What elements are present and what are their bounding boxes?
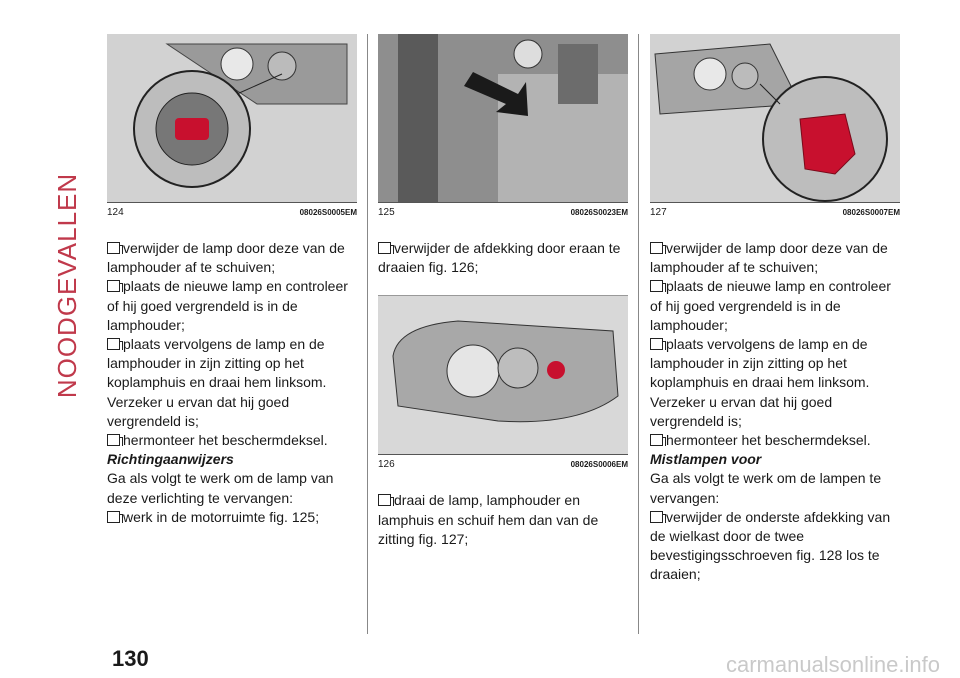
column-divider (638, 34, 639, 634)
bullet-icon (107, 338, 120, 350)
headlight-housing-illustration (378, 296, 628, 454)
instructions (378, 239, 628, 277)
bullet-icon (650, 434, 663, 446)
bullet-icon (650, 511, 663, 523)
bullet-icon (107, 242, 120, 254)
figure-127 (650, 34, 900, 203)
section-title: NOODGEVALLEN (52, 172, 83, 398)
figure-caption: 127 08026S0007EM (650, 206, 900, 218)
column-divider (367, 34, 368, 634)
list-item: verwijder de afdekking door eraan te draaien fig. 126; (378, 240, 621, 276)
instructions (107, 239, 357, 527)
bullet-icon (650, 280, 663, 292)
figure-125 (378, 34, 628, 203)
bullet-icon (378, 494, 391, 506)
list-item: verwijder de lamp door deze van de lamphouder af te schuiven; (107, 240, 345, 276)
bullet-icon (107, 511, 120, 523)
instructions (650, 239, 900, 585)
list-item: verwijder de lamp door deze van de lamphouder af te schuiven; (650, 240, 888, 276)
list-item: plaats vervolgens de lamp en de lamphouder in zijn zitting op het koplamphuis en draai hem linksom. (650, 336, 870, 391)
page-number: 130 (112, 646, 149, 671)
watermark: carmanualsonline.info (725, 652, 940, 677)
list-item: verwijder de onderste afdekking van de wielkast door de twee bevestigingsschroeven fig. 128 los te draaien; (650, 508, 891, 583)
figure-caption: 124 08026S0005EM (107, 206, 357, 218)
list-item: draai de lamp, lamphouder en lamphuis en schuif hem dan van de zitting fig. 127; (378, 492, 599, 547)
list-item: hermonteer het beschermdeksel. (650, 431, 900, 450)
figure-caption: 125 08026S0023EM (378, 206, 628, 218)
section-heading: Richtingaanwijzers (107, 451, 234, 468)
column-3 (650, 34, 900, 585)
paragraph: Verzeker u ervan dat hij goed vergrendeld is; (650, 393, 833, 429)
list-item: plaats de nieuwe lamp en controleer of hij goed vergrendeld is in de lamphouder; (650, 278, 891, 333)
figure-126 (378, 296, 628, 455)
paragraph: Ga als volgt te werk om de lamp van deze verlichting te vervangen: (107, 470, 334, 506)
headlight-bulb-illustration (107, 34, 357, 202)
bullet-icon (107, 280, 120, 292)
lamp-holder-illustration (650, 34, 900, 202)
paragraph: Verzeker u ervan dat hij goed vergrendeld is; (107, 393, 290, 429)
figure-124 (107, 34, 357, 203)
list-item: plaats de nieuwe lamp en controleer of hij goed vergrendeld is in de lamphouder; (107, 278, 348, 333)
figure-caption: 126 08026S0006EM (378, 458, 628, 470)
bullet-icon (378, 242, 391, 254)
list-item: werk in de motorruimte fig. 125; (107, 508, 357, 527)
paragraph: Ga als volgt te werk om de lampen te vervangen: (650, 470, 882, 506)
column-1 (107, 34, 357, 527)
list-item: plaats vervolgens de lamp en de lamphouder in zijn zitting op het koplamphuis en draai hem linksom. (107, 336, 327, 391)
bullet-icon (107, 434, 120, 446)
engine-bay-illustration (378, 34, 628, 202)
bullet-icon (650, 242, 663, 254)
bullet-icon (650, 338, 663, 350)
list-item: hermonteer het beschermdeksel. (107, 431, 357, 450)
section-heading: Mistlampen voor (650, 451, 762, 468)
column-2 (378, 34, 628, 549)
instructions (378, 491, 628, 549)
